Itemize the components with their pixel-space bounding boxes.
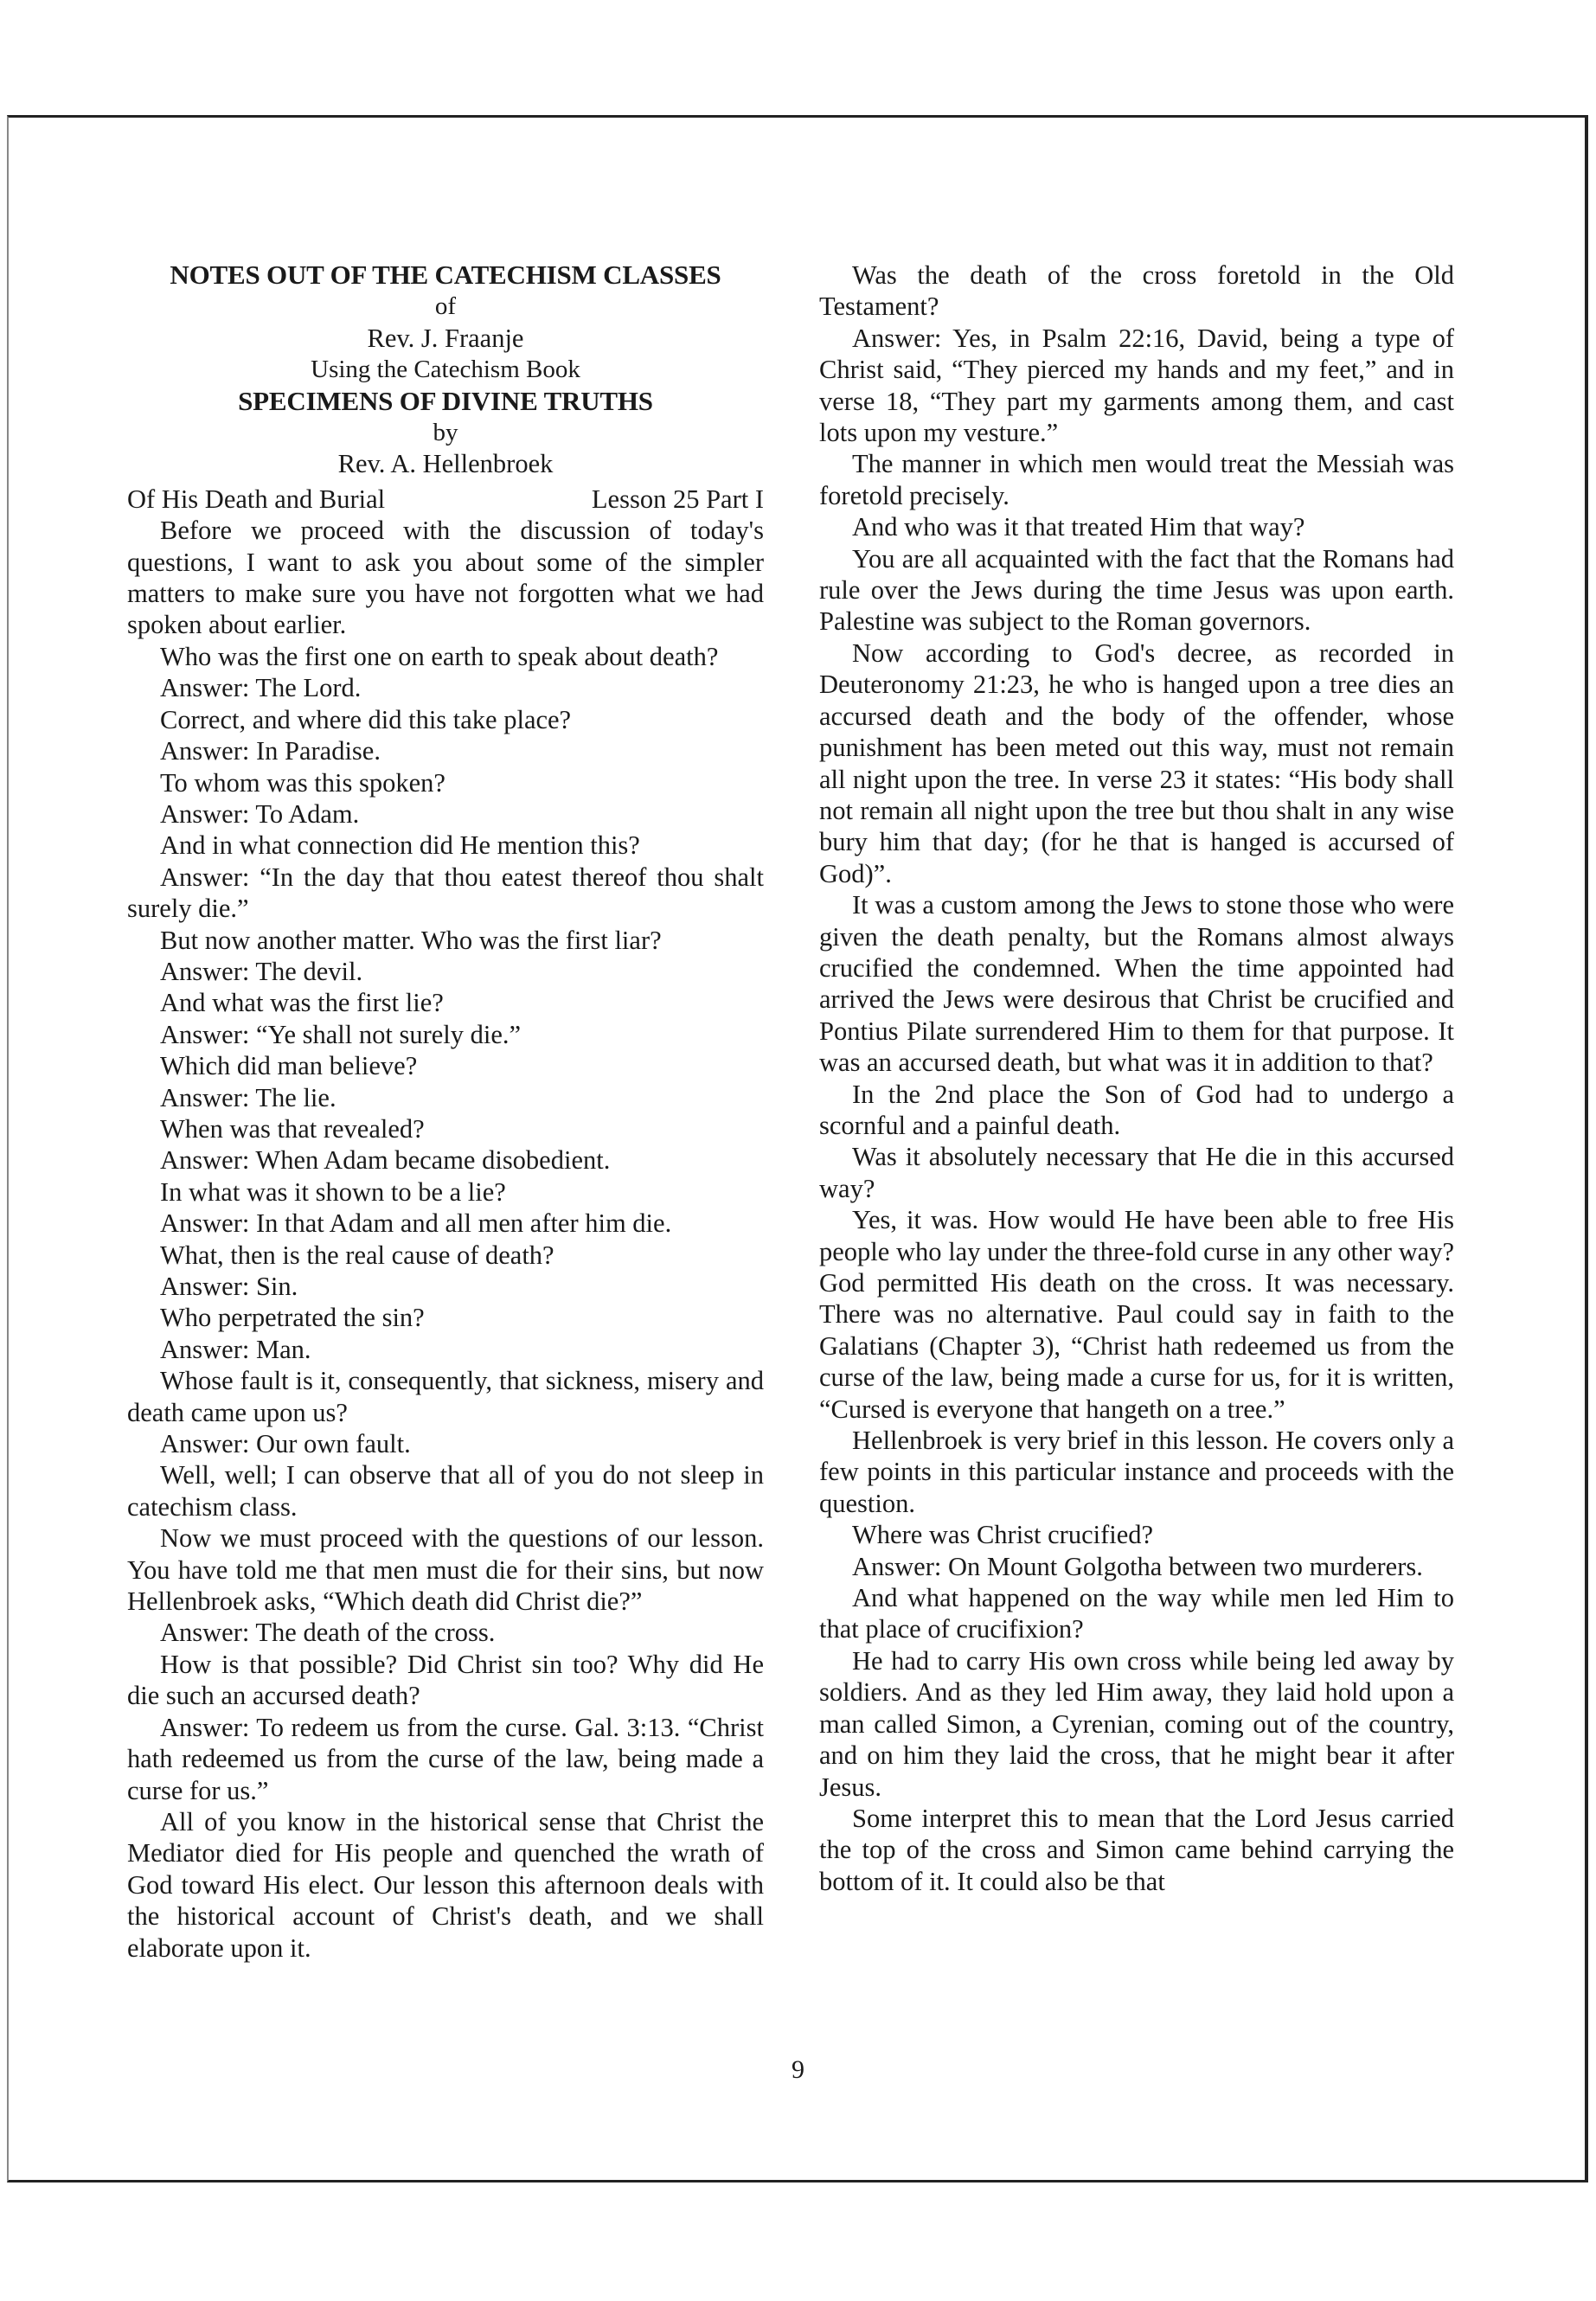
lesson-number: Lesson 25 Part I	[591, 484, 764, 514]
paragraph: Answer: To redeem us from the curse. Gal. 3:13. “Christ hath redeemed us from the curse of the law, being made a curse for us.”	[127, 1712, 764, 1805]
paragraph: And in what connection did He mention this?	[160, 830, 640, 861]
paragraph: Was it absolutely necessary that He die in this accursed way?	[819, 1142, 1454, 1203]
header-author: Rev. J. Fraanje	[367, 323, 524, 353]
paragraph: Answer: “In the day that thou eatest thereof thou shalt surely die.”	[127, 862, 764, 924]
header-book-title: SPECIMENS OF DIVINE TRUTHS	[238, 385, 653, 416]
paragraph: Answer: Sin.	[160, 1272, 298, 1301]
paragraph: Answer: Man.	[160, 1334, 311, 1364]
paragraph: Correct, and where did this take place?	[160, 704, 572, 734]
paragraph: What, then is the real cause of death?	[160, 1240, 554, 1270]
paragraph: And what happened on the way while men led Him to that place of crucifixion?	[819, 1583, 1454, 1644]
paragraph: Answer: To Adam.	[160, 798, 360, 829]
paragraph: Whose fault is it, consequently, that sickness, misery and death came upon us?	[127, 1366, 764, 1427]
paragraph: And who was it that treated Him that way?	[852, 512, 1305, 542]
left-column	[127, 260, 764, 1964]
lesson-title: Of His Death and Burial	[127, 484, 386, 514]
paragraph: Answer: “Ye shall not surely die.”	[160, 1019, 522, 1049]
paragraph: It was a custom among the Jews to stone those who were given the death penalty, but the Romans almost always crucified the condemned. When the time appointed had arrived the Jews were desirous that Christ be crucified and Pontius Pilate surrendered Him to them for that purpose. It was an accursed death, but what was it in addition to that?	[819, 890, 1454, 1078]
paragraph: In what was it shown to be a lie?	[160, 1176, 506, 1207]
header-of: of	[434, 292, 457, 321]
paragraph: Yes, it was. How would He have been able to free His people who lay under the three-fold curse in any other way? God permitted His death on the cross. It was necessary. There was no alternative. Paul could say in faith to the Galatians (Chapter 3), “Christ hath redeemed us from the curse of the law, being made a curse for us, for it is written, “Cursed is everyone that hangeth on a tree.”	[819, 1205, 1454, 1424]
paragraph: Who was the first one on earth to speak about death?	[160, 641, 719, 671]
paragraph: Answer: The death of the cross.	[160, 1618, 496, 1648]
paragraph: To whom was this spoken?	[160, 767, 445, 798]
paragraph: You are all acquainted with the fact that the Romans had rule over the Jews during the time Jesus was upon earth. Palestine was subject to the Roman governors.	[819, 543, 1454, 637]
page-number: 9	[792, 2055, 804, 2084]
paragraph: Answer: Yes, in Psalm 22:16, David, being a type of Christ said, “They pierced my hands and my feet,” and in verse 18, “They part my garments among them, and cast lots upon my vesture.”	[819, 323, 1454, 448]
paragraph: In the 2nd place the Son of God had to undergo a scornful and a painful death.	[819, 1079, 1454, 1140]
paragraph: Now according to God's decree, as recorded in Deuteronomy 21:23, he who is hanged upon a tree dies an accursed death and the body of the offender, whose punishment has been meted out this way, must not remain all night upon the tree. In verse 23 it states: “His body shall not remain all night upon the tree but thou shalt in any wise bury him that day; (for he that is hanged is accursed of God)”.	[819, 638, 1454, 888]
header-using: Using the Catechism Book	[311, 356, 580, 384]
paragraph: Answer: The lie.	[160, 1082, 337, 1112]
paragraph: Before we proceed with the discussion of today's questions, I want to ask you about some of the simpler matters to make sure you have not forgotten what we had spoken about earlier.	[127, 516, 764, 640]
paragraph: Where was Christ crucified?	[852, 1520, 1154, 1550]
paragraph: Which did man believe?	[160, 1051, 418, 1081]
paragraph: Some interpret this to mean that the Lord Jesus carried the top of the cross and Simon came behind carrying the bottom of it. It could also be that	[819, 1803, 1454, 1896]
paragraph: Who perpetrated the sin?	[160, 1303, 425, 1333]
article-header	[127, 260, 764, 480]
paragraph: The manner in which men would treat the Messiah was foretold precisely.	[819, 449, 1454, 510]
paragraph: He had to carry His own cross while being led away by soldiers. And as they led Him away, they laid hold upon a man called Simon, a Cyrenian, coming out of the country, and on him they laid the cross, that he might bear it after Jesus.	[819, 1645, 1454, 1802]
paragraph: Well, well; I can observe that all of you do not sleep in catechism class.	[127, 1460, 764, 1522]
lesson-line	[127, 484, 764, 515]
paragraph: Answer: In that Adam and all men after him die.	[160, 1208, 672, 1239]
paragraph: Answer: The Lord.	[160, 673, 362, 703]
paragraph: How is that possible? Did Christ sin too? Why did He die such an accursed death?	[127, 1649, 764, 1711]
header-book-author: Rev. A. Hellenbroek	[337, 449, 554, 479]
header-by: by	[433, 419, 458, 447]
paragraph: Answer: Our own fault.	[160, 1429, 411, 1459]
right-column	[819, 260, 1454, 1897]
paragraph: All of you know in the historical sense that Christ the Mediator died for His people and quenched the wrath of God toward His elect. Our lesson this afternoon deals with the historical account of Christ's death, and we shall elaborate upon it.	[127, 1806, 764, 1963]
paragraph: But now another matter. Who was the first liar?	[160, 925, 662, 955]
paragraph: Hellenbroek is very brief in this lesson. He covers only a few points in this particular instance and proceeds with the question.	[819, 1426, 1454, 1518]
paragraph: Now we must proceed with the questions of our lesson. You have told me that men must die for their sins, but now Hellenbroek asks, “Which death did Christ die?”	[127, 1523, 764, 1617]
paragraph: Answer: When Adam became disobedient.	[160, 1145, 611, 1176]
paragraph: Answer: On Mount Golgotha between two murderers.	[852, 1551, 1423, 1581]
header-title: NOTES OUT OF THE CATECHISM CLASSES	[170, 260, 721, 290]
paragraph: Was the death of the cross foretold in the Old Testament?	[819, 260, 1454, 322]
paragraph: Answer: The devil.	[160, 956, 363, 986]
paragraph: Answer: In Paradise.	[160, 736, 381, 766]
paragraph: And what was the first lie?	[160, 988, 444, 1018]
paragraph: When was that revealed?	[160, 1113, 425, 1144]
